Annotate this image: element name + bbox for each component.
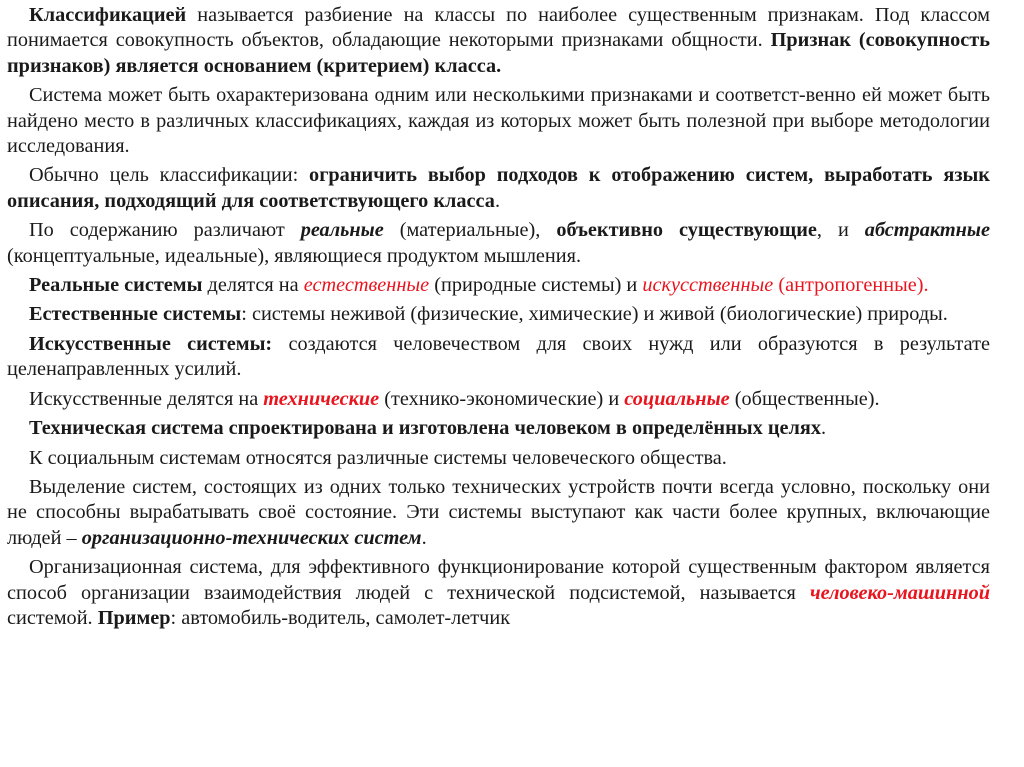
term-real: реальные [300, 219, 384, 242]
text-span: системой. [7, 606, 98, 629]
text-span: (технико-экономические) и [379, 387, 625, 410]
term-org-technical: организационно-технических систем [81, 526, 422, 549]
term-artificial: искусственные [642, 274, 774, 297]
text-span-bold: ограничить выбор подходов к отображению систем, выработать язык описания, подходящий для соответствующего класса [7, 164, 990, 212]
paragraph-natural-systems [7, 302, 990, 327]
text-span: (концептуальные, идеальные), являющиеся продуктом мышления. [7, 244, 582, 267]
text-span: Обычно цель классификации: [29, 164, 310, 187]
text-span-bold: Техническая система спроектирована и изготовлена человеком в определённых целях [29, 417, 822, 440]
text-span-bold: Признак (совокупность признаков) является основанием (критерием) класса. [7, 29, 990, 77]
text-span: делятся на [202, 274, 304, 297]
term-classification: Классификацией [29, 4, 187, 26]
paragraph-technical-system [7, 416, 990, 441]
paragraph-content-types [7, 218, 990, 269]
term-social: социальные [624, 387, 730, 410]
text-span: Выделение систем, состоящих из одних только технических устройств почти всегда условно, поскольку они не способны вырабатывать своё состояние. Эти системы выступают как части более крупных, включающие людей – [7, 475, 990, 549]
text-span: называется разбиение на классы по наиболее существенным признакам. Под классом понимается совокупность объектов, обладающие некоторыми признаками общности. [7, 4, 990, 52]
text-span: По содержанию различают [29, 219, 301, 242]
text-span: , и [816, 219, 865, 242]
label-example: Пример [97, 606, 171, 629]
paragraph-real-systems [7, 273, 990, 298]
paragraph-system-characterization [7, 83, 990, 159]
paragraph-organizational-system [7, 555, 990, 631]
term-real-systems: Реальные системы [29, 274, 203, 297]
term-anthropogenic: (антропогенные). [778, 274, 929, 297]
text-span: (общественные). [729, 387, 880, 410]
term-natural-systems: Естественные системы [29, 303, 242, 326]
text-span: Искусственные делятся на [29, 387, 264, 410]
paragraph-classification-definition [7, 3, 990, 79]
text-span: . [494, 189, 501, 212]
term-technical: технические [263, 387, 380, 410]
text-span: создаются человечеством для своих нужд или образуются в результате целенаправленных усилий. [7, 332, 990, 381]
paragraph-classification-goal [7, 163, 990, 214]
text-span-bold: объективно существующие [556, 219, 817, 242]
term-abstract: абстрактные [864, 219, 990, 242]
paragraph-artificial-systems [7, 332, 990, 383]
paragraph-system-isolation [7, 475, 990, 551]
paragraph-artificial-split [7, 387, 990, 412]
text-span: : автомобиль-водитель, самолет-летчик [170, 606, 511, 629]
term-natural: естественные [303, 274, 430, 297]
slide-text-body [7, 0, 990, 635]
text-span: . [821, 417, 827, 440]
term-human-machine: человеко-машинной [809, 581, 990, 604]
text-span: : системы неживой (физические, химические) и живой (биологические) природы. [241, 303, 948, 326]
text-span: К социальным системам относятся различные системы человеческого общества. [29, 446, 727, 469]
text-span: Система может быть охарактеризована одним или несколькими признаками и соответст-венно ей может быть найдено место в различных классификациях, каждая из которых может быть полезной при выборе методологии исследования. [7, 84, 990, 158]
term-artificial-systems: Искусственные системы: [29, 332, 273, 355]
text-span: (материальные), [383, 219, 557, 242]
text-span: . [421, 526, 427, 549]
text-span: Организационная система, для эффективного функционирование которой существенным фактором является способ организации взаимодействия людей с технической подсистемой, называется [7, 556, 990, 604]
paragraph-social-systems [7, 446, 990, 471]
text-span: (природные системы) и [429, 274, 643, 297]
